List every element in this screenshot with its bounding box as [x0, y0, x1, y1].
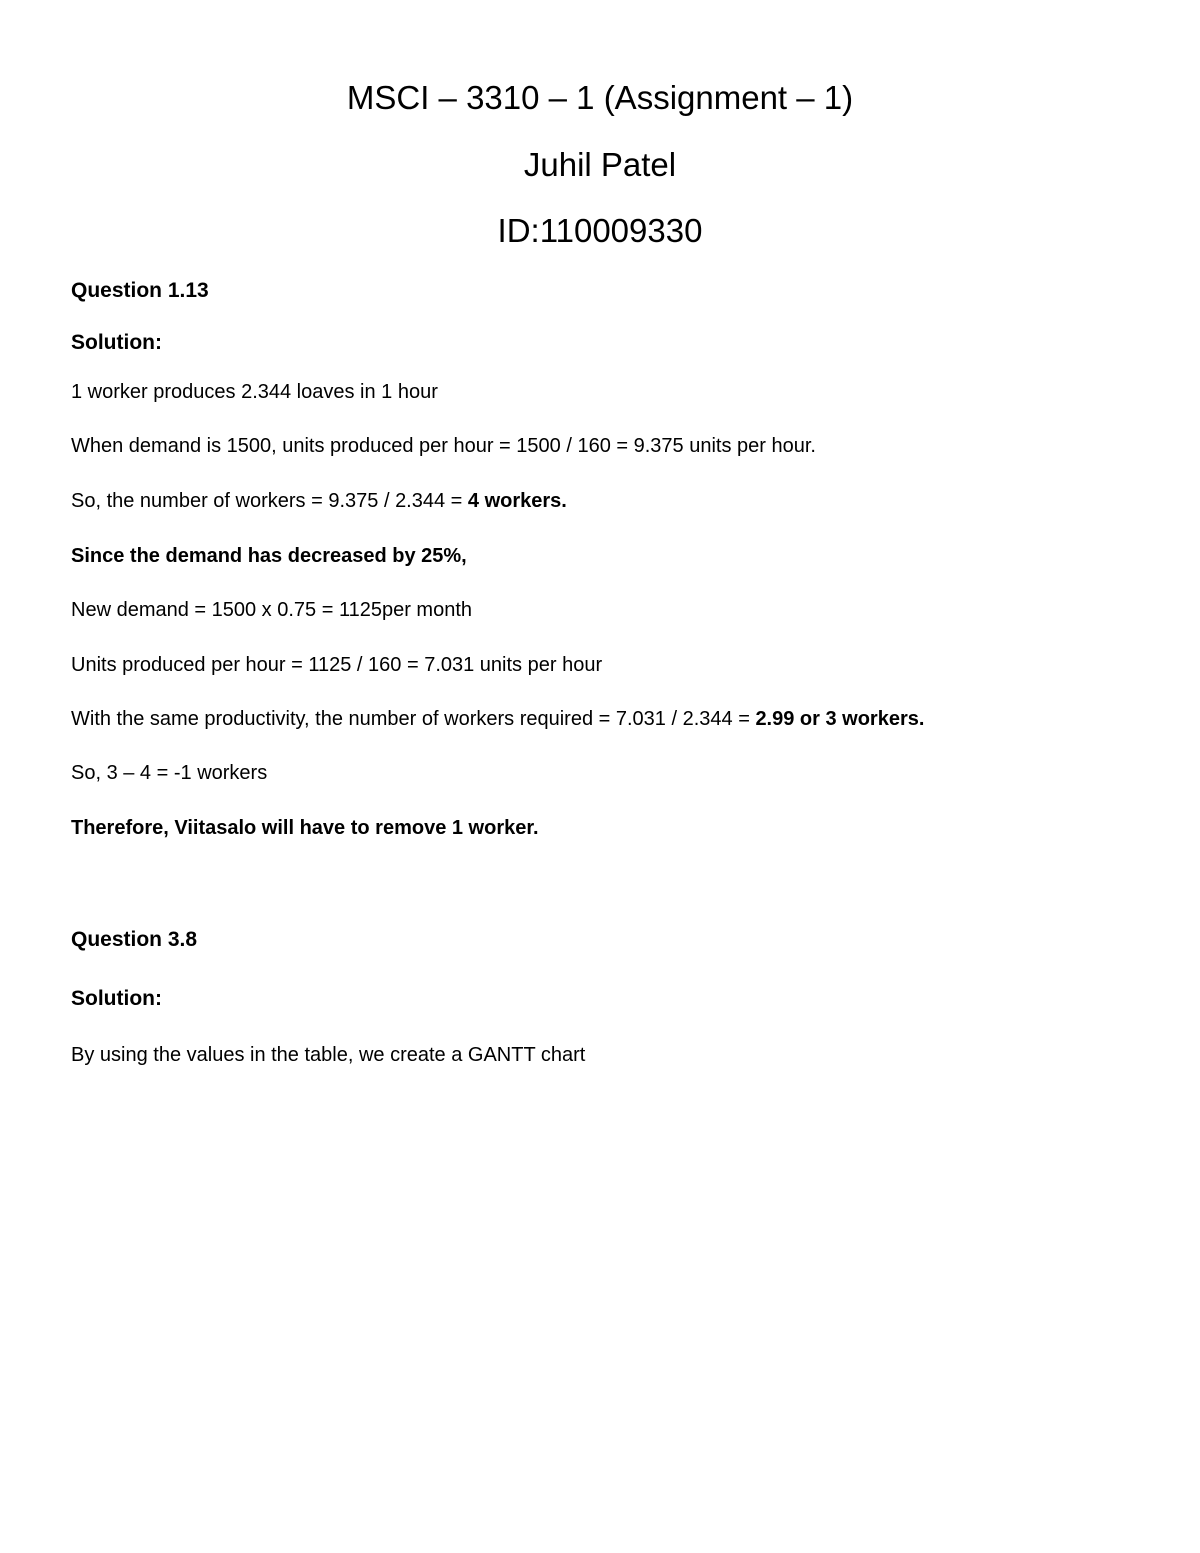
question-1-line-3: [71, 489, 567, 513]
question-1-line-3-text: So, the number of workers = 9.375 / 2.344 =: [71, 490, 468, 512]
question-1-line-6: Units produced per hour = 1125 / 160 = 7.031 units per hour: [71, 654, 603, 676]
student-id: ID:110009330: [497, 212, 703, 249]
question-1-line-8: So, 3 – 4 = -1 workers: [71, 762, 268, 784]
question-2-line-1: By using the values in the table, we create a GANTT chart: [71, 1044, 586, 1066]
question-1-line-5: New demand = 1500 x 0.75 = 1125per month: [71, 599, 473, 621]
question-1-line-7-bold: 2.99 or 3 workers.: [755, 708, 925, 730]
course-title: MSCI – 3310 – 1 (Assignment – 1): [346, 79, 854, 116]
question-1-line-3-bold: 4 workers.: [467, 490, 567, 512]
question-1-line-2: When demand is 1500, units produced per hour = 1500 / 160 = 9.375 units per hour.: [71, 435, 816, 457]
student-name: Juhil Patel: [523, 146, 677, 183]
question-2-solution-label: Solution:: [71, 987, 162, 1010]
question-1-heading: Question 1.13: [71, 279, 209, 302]
question-1-line-7-text: With the same productivity, the number of workers required = 7.031 / 2.344 =: [71, 708, 756, 730]
question-2-heading: Question 3.8: [71, 928, 198, 951]
question-1-solution-label: Solution:: [71, 331, 162, 354]
question-1-line-4: Since the demand has decreased by 25%,: [71, 545, 467, 567]
question-1-line-7: [71, 707, 924, 731]
question-1-conclusion: Therefore, Viitasalo will have to remove 1 worker.: [71, 817, 539, 839]
question-1-line-1: 1 worker produces 2.344 loaves in 1 hour: [71, 381, 438, 403]
